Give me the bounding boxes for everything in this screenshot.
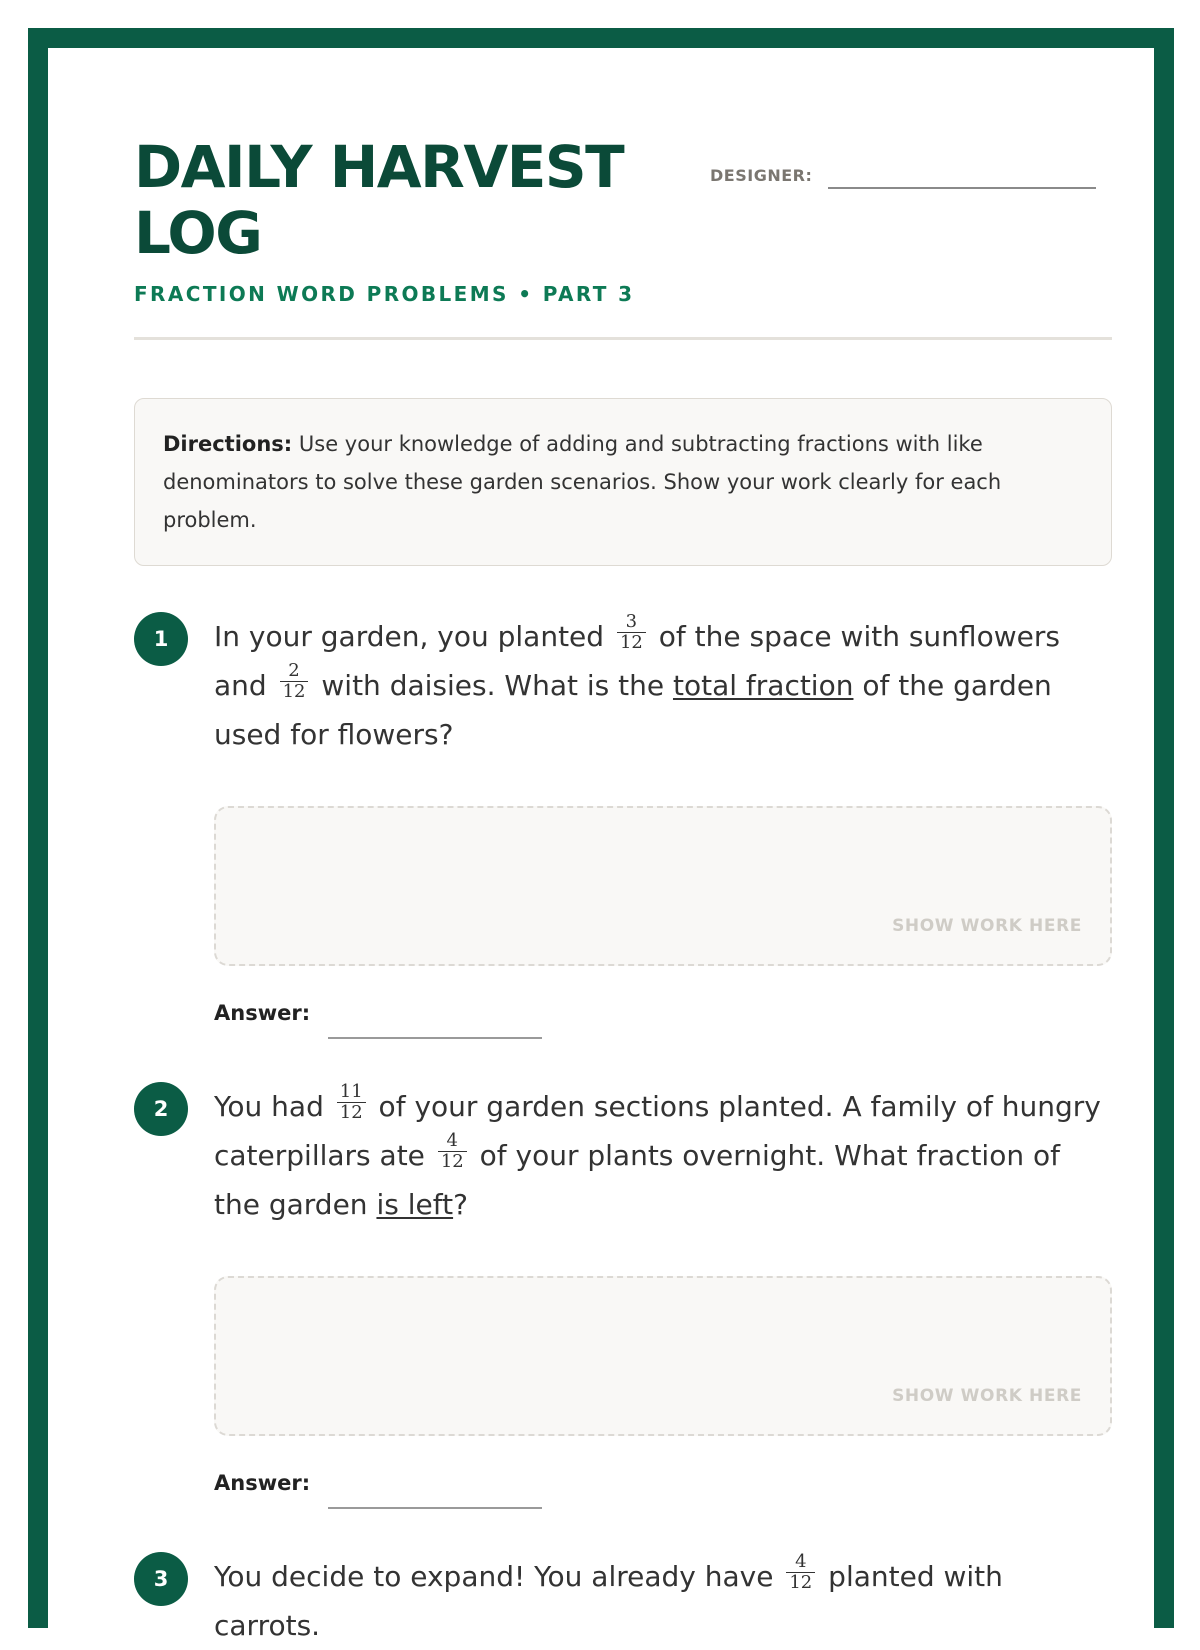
numerator: 11 [337, 1082, 366, 1103]
numerator: 4 [786, 1552, 815, 1573]
fraction [337, 1082, 366, 1123]
work-area-hint: SHOW WORK HERE [892, 1386, 1082, 1406]
header-divider [134, 337, 1112, 340]
numerator: 4 [438, 1131, 467, 1152]
denominator: 12 [282, 680, 306, 702]
work-area[interactable] [214, 806, 1112, 966]
underlined-text: is left [376, 1188, 454, 1221]
denominator: 12 [440, 1150, 464, 1172]
problem-number-badge: 3 [134, 1552, 188, 1606]
question-text: In your garden, you planted [214, 620, 613, 653]
designer-label: DESIGNER: [710, 166, 813, 185]
numerator: 2 [280, 661, 309, 682]
question-text: of the space with sunflowers and [214, 620, 1060, 702]
problem-question [214, 1552, 1112, 1650]
question-text: You had [214, 1090, 333, 1123]
problem-number-badge: 2 [134, 1082, 188, 1136]
question-text: of the garden used for flowers? [214, 669, 1052, 751]
fraction [786, 1552, 815, 1593]
work-area-hint: SHOW WORK HERE [892, 916, 1082, 936]
directions-label: Directions: [163, 432, 293, 456]
problem-question [214, 1082, 1112, 1229]
answer-field[interactable] [214, 1471, 614, 1511]
question-text: You decide to expand! You already have [214, 1560, 783, 1593]
answer-label: Answer: [214, 1471, 311, 1495]
question-text: planted with carrots. [214, 1560, 1003, 1642]
work-area[interactable] [214, 1276, 1112, 1436]
answer-input-line[interactable] [328, 1037, 542, 1039]
question-text: ? [453, 1188, 468, 1221]
answer-label: Answer: [214, 1001, 311, 1025]
fraction [438, 1131, 467, 1172]
directions-text: Use your knowledge of adding and subtracting fractions with like denominators to solve these garden scenarios. Show your work clearly for each problem. [163, 432, 1002, 532]
fraction [617, 612, 646, 653]
underlined-text: total fraction [672, 669, 854, 702]
answer-input-line[interactable] [328, 1507, 542, 1509]
question-text: of your plants overnight. What fraction of the garden [214, 1139, 1060, 1221]
designer-input-line[interactable] [828, 187, 1096, 189]
answer-field[interactable] [214, 1001, 614, 1041]
denominator: 12 [619, 631, 643, 653]
denominator: 12 [789, 1571, 813, 1593]
problem-question [214, 612, 1112, 759]
question-text: of your garden sections planted. A family of hungry caterpillars ate [214, 1090, 1101, 1172]
page-title: DAILY HARVEST LOG [134, 133, 624, 267]
directions-box [134, 398, 1112, 566]
fraction [280, 661, 309, 702]
question-text: with daisies. What is the [312, 669, 673, 702]
problem-number-badge: 1 [134, 612, 188, 666]
page-subtitle: FRACTION WORD PROBLEMS • PART 3 [134, 282, 635, 306]
denominator: 12 [339, 1101, 363, 1123]
numerator: 3 [617, 612, 646, 633]
page-frame [28, 28, 1174, 1642]
designer-field[interactable] [710, 166, 1112, 196]
